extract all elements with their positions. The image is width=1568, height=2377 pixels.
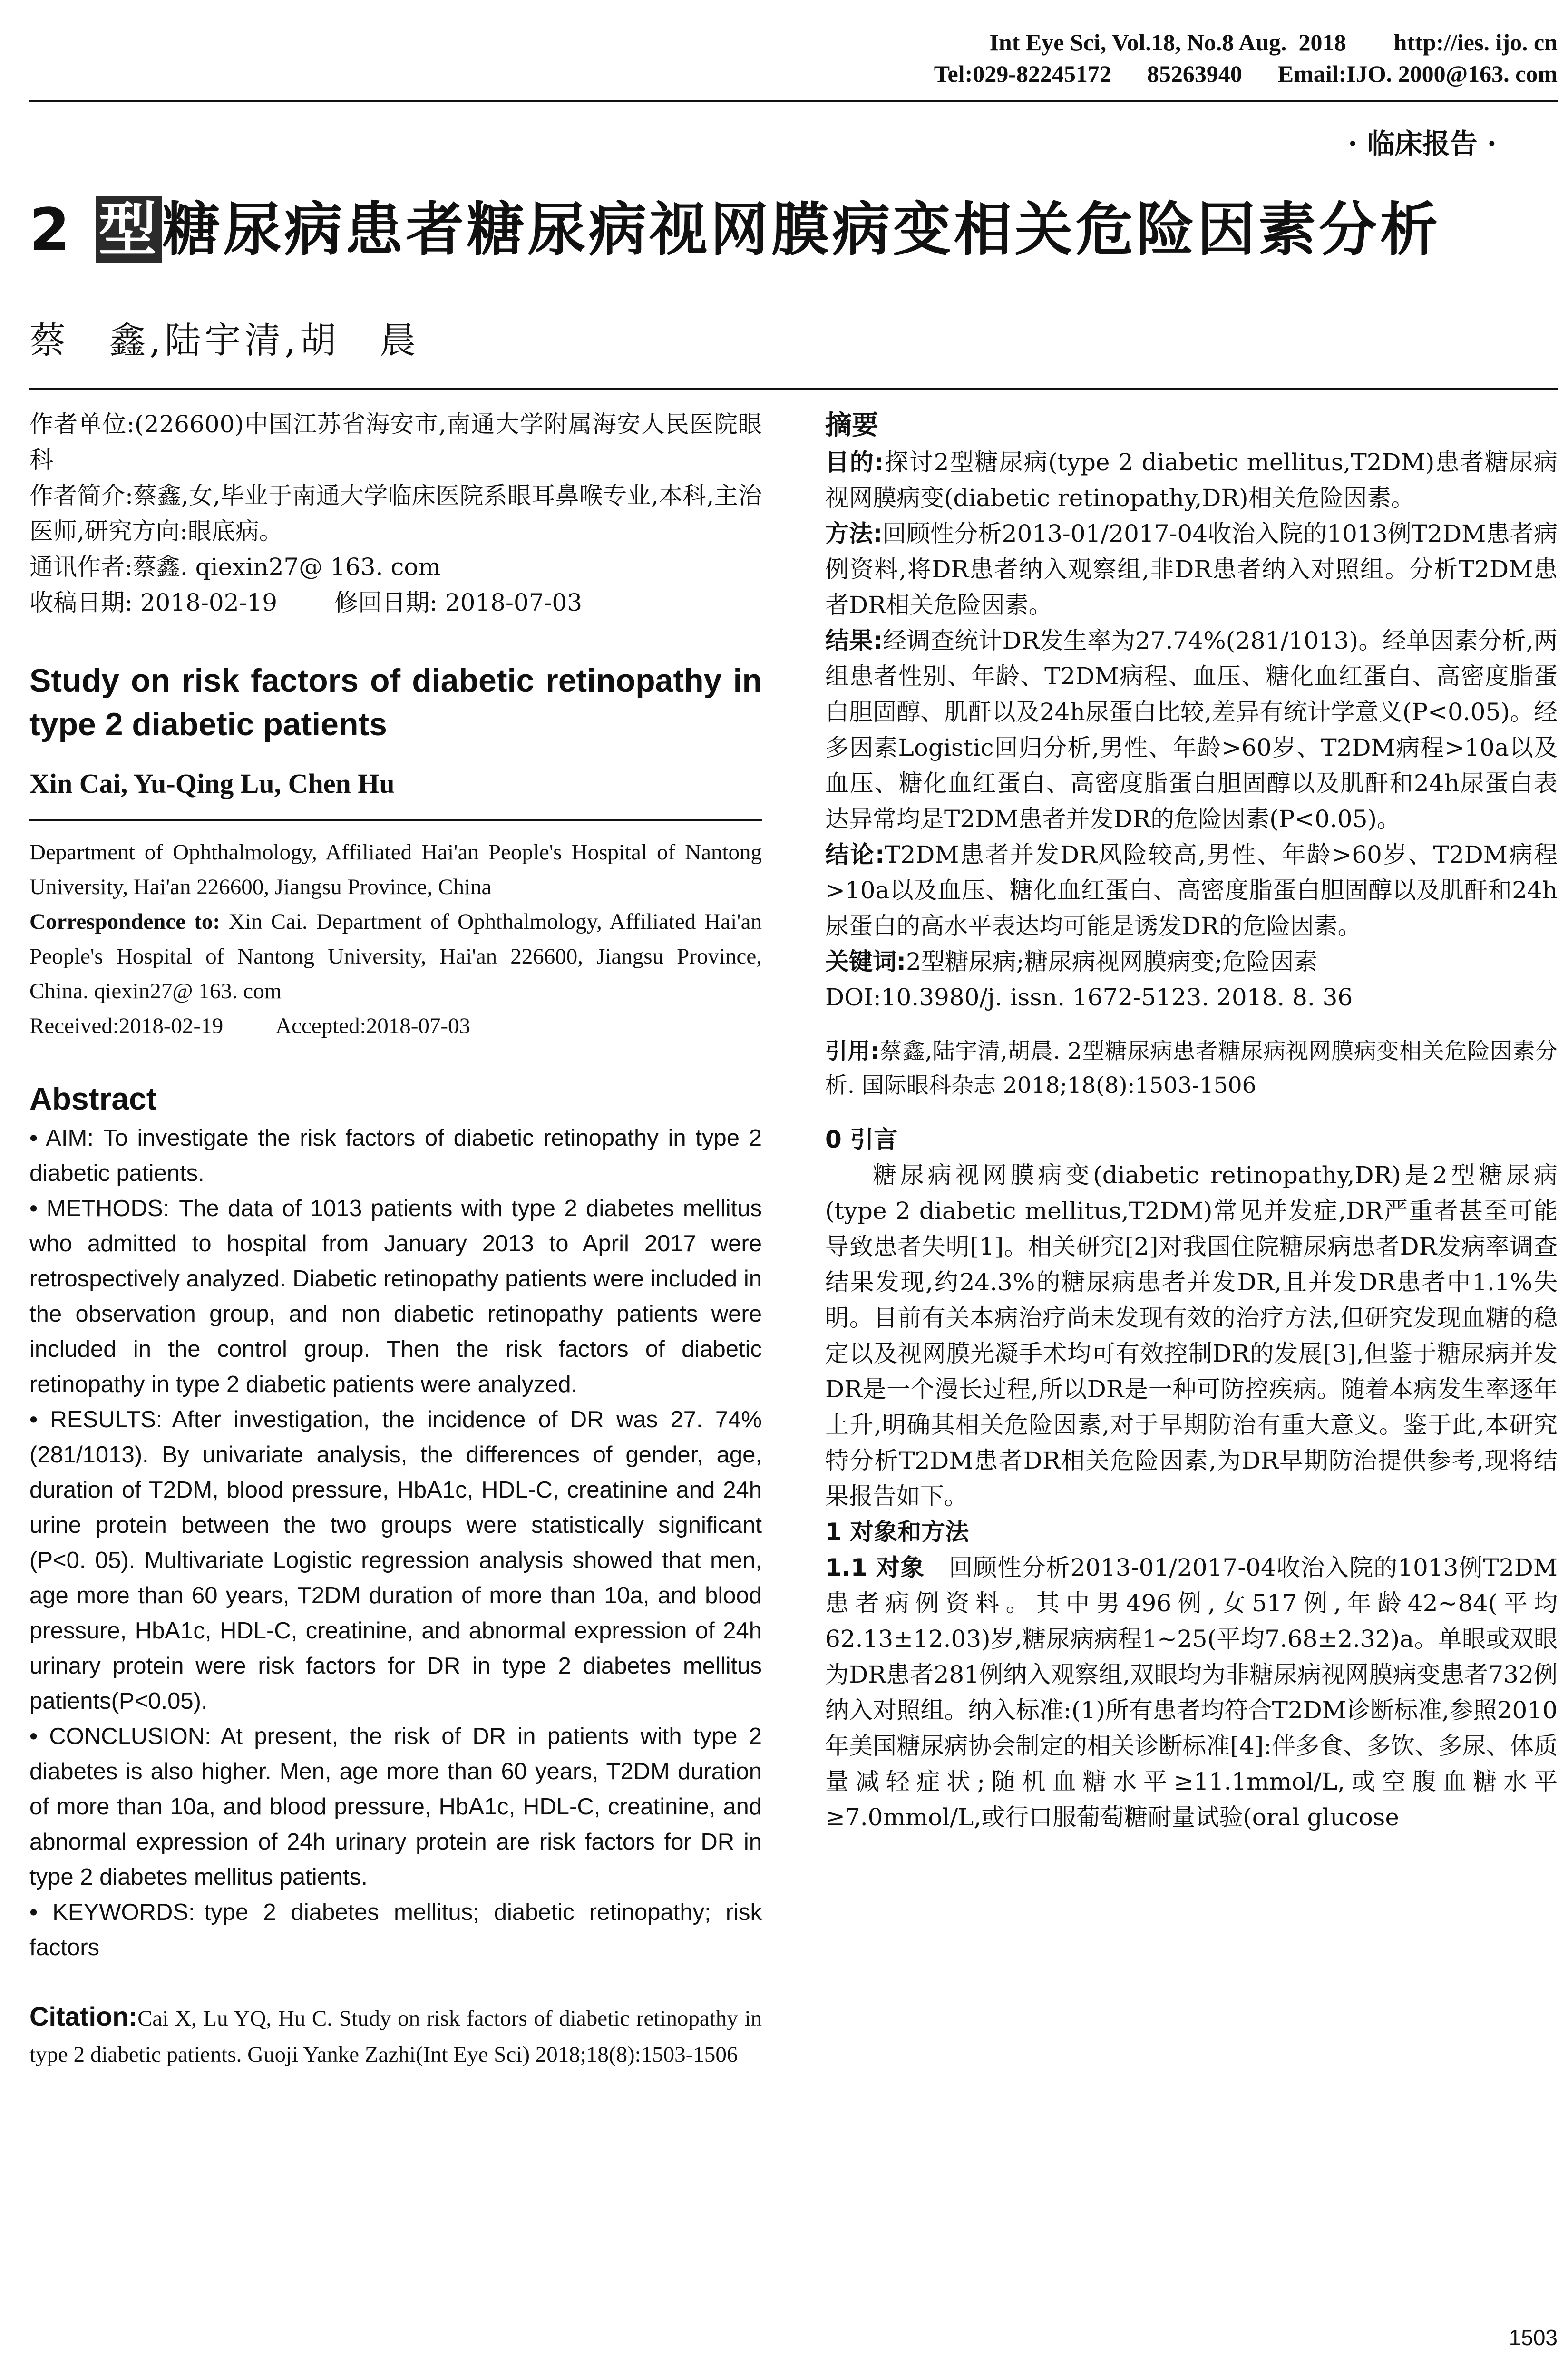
summary-keywords-label: 关键词: (825, 948, 906, 975)
abstract-results (29, 1402, 762, 1719)
article-title (29, 195, 1441, 264)
summary-cn (825, 445, 1558, 1015)
title-prefix: 2 (29, 196, 96, 263)
dates-en (29, 1009, 762, 1043)
summary-methods (825, 516, 1558, 623)
journal-info-line: Int Eye Sci, Vol.18, No.8 Aug. 2018 http://ies. ijo. cn (989, 29, 1558, 56)
citation-cn-label: 引用: (825, 1038, 880, 1064)
abstract-aim-label: • AIM: (29, 1125, 94, 1151)
journal-contact-line: Tel:029-82245172 85263940 Email:IJO. 2000@163. com (934, 60, 1558, 87)
citation-cn-text: 蔡鑫,陆宇清,胡晨. 2型糖尿病患者糖尿病视网膜病变相关危险因素分析. 国际眼科杂志 2018;18(8):1503-1506 (825, 1038, 1558, 1099)
doi: DOI:10.3980/j. issn. 1672-5123. 2018. 8. 36 (825, 984, 1353, 1011)
header-rule (29, 100, 1558, 102)
abstract-methods-text: The data of 1013 patients with type 2 diabetes mellitus who admitted to hospital from January 2013 to April 2017 were retrospectively analyzed. Diabetic retinopathy patients were included in the observation group, and non diabetic retinopathy patients were included in the control group. Then the risk factors of diabetic retinopathy in type 2 diabetic patients were analyzed. (29, 1196, 762, 1397)
citation-cn (825, 1034, 1558, 1103)
summary-aim (825, 445, 1558, 516)
summary-keywords-text: 2型糖尿病;糖尿病视网膜病变;危险因素 (906, 948, 1318, 975)
summary-heading-cn: 摘要 (825, 410, 878, 441)
english-title: Study on risk factors of diabetic retinopathy in type 2 diabetic patients (29, 662, 762, 742)
page-number: 1503 (1509, 2325, 1558, 2350)
introduction (825, 1122, 1558, 1835)
received-date-en: Received:2018-02-19 (29, 1013, 224, 1038)
corresponding-author-cn: 通讯作者:蔡鑫. qiexin27@ 163. com (29, 553, 441, 581)
title-highlight: 型 (96, 196, 162, 263)
author-info-cn (29, 407, 762, 621)
title-rest: 糖尿病患者糖尿病视网膜病变相关危险因素分析 (162, 196, 1441, 263)
received-date-cn: 收稿日期: 2018-02-19 (29, 589, 278, 616)
right-column (825, 407, 1558, 1835)
abstract-keywords-text: type 2 diabetes mellitus; diabetic retinopathy; risk factors (29, 1900, 762, 1960)
affiliation-en: Department of Ophthalmology, Affiliated Hai'an People's Hospital of Nantong University, Hai'an 226600, Jiangsu Province, China (29, 840, 762, 899)
abstract-results-label: • RESULTS: (29, 1407, 163, 1432)
summary-conclusion-label: 结论: (825, 841, 885, 868)
citation-en-label: Citation: (29, 2001, 138, 2031)
summary-methods-label: 方法: (825, 520, 883, 547)
summary-aim-label: 目的: (825, 448, 884, 476)
authors-rule (29, 819, 762, 821)
affiliation-block (29, 835, 762, 1043)
abstract-keywords (29, 1895, 762, 1965)
authors-chinese: 蔡 鑫,陆宇清,胡 晨 (29, 319, 420, 361)
intro-text: 糖尿病视网膜病变(diabetic retinopathy,DR)是2型糖尿病(type 2 diabetic mellitus,T2DM)常见并发症,DR严重者甚至可能导致患者失明[1]。相关研究[2]对我国住院糖尿病患者DR发病率调查结果发现,约24.3%的糖尿病患者并发DR,且并发DR患者中1.1%失明。目前有关本病治疗尚未发现有效的治疗方法,但研究发现血糖的稳定以及视网膜光凝手术均可有效控制DR的发展[3],但鉴于糖尿病并发DR是一个漫长过程,所以DR是一种可防控疾病。随着本病发生率逐年上升,明确其相关危险因素,对于早期防治有重大意义。鉴于此,本研究特分析T2DM患者DR相关危险因素,为DR早期防治提供参考,现将结果报告如下。 (825, 1161, 1558, 1510)
correspondence (29, 905, 762, 1009)
correspondence-text: Xin Cai. Department of Ophthalmology, Affiliated Hai'an People's Hospital of Nantong University, Hai'an 226600, Jiangsu Province, China. qiexin27@ 163. com (29, 909, 762, 1003)
author-bio-cn: 作者简介:蔡鑫,女,毕业于南通大学临床医院系眼耳鼻喉专业,本科,主治医师,研究方向:眼底病。 (29, 482, 762, 545)
section-label: · 临床报告 · (1348, 127, 1497, 160)
title-rule (29, 388, 1558, 390)
journal-header (29, 29, 1568, 101)
abstract-methods (29, 1191, 762, 1402)
methods-text: 回顾性分析2013-01/2017-04收治入院的1013例T2DM患者病例资料。其中男496例,女517例,年龄42~84(平均62.13±12.03)岁,糖尿病病程1~25(平均7.68±2.32)a。单眼或双眼为DR患者281例纳入观察组,双眼均为非糖尿病视网膜病变患者732例纳入对照组。纳入标准:(1)所有患者均符合T2DM诊断标准,参照2010年美国糖尿病协会制定的相关诊断标准[4]:伴多食、多饮、多尿、体质量减轻症状;随机血糖水平≥11.1mmol/L,或空腹血糖水平≥7.0mmol/L,或行口服葡萄糖耐量试验(oral glucose (825, 1554, 1558, 1831)
abstract-aim (29, 1120, 762, 1191)
revised-date-cn: 修回日期: 2018-07-03 (334, 589, 583, 616)
abstract-conclusion-text: At present, the risk of DR in patients with type 2 diabetes is also higher. Men, age more than 60 years, T2DM duration of more than 10a, and blood pressure, HbA1c, HDL-C, creatinine, and abnormal expression of 24h urinary protein are risk factors for DR in type 2 diabetes mellitus patients. (29, 1724, 762, 1890)
methods-paragraph (825, 1550, 1558, 1835)
methods-sub-label: 1.1 对象 (825, 1554, 925, 1581)
accepted-date-en: Accepted:2018-07-03 (275, 1013, 471, 1038)
citation-en-text: Cai X, Lu YQ, Hu C. Study on risk factors of diabetic retinopathy in type 2 diabetic patients. Guoji Yanke Zazhi(Int Eye Sci) 2018;18(8):1503-1506 (29, 2006, 762, 2067)
abstract-conclusion (29, 1719, 762, 1895)
left-column (29, 407, 762, 2073)
english-authors: Xin Cai, Yu-Qing Lu, Chen Hu (29, 768, 395, 799)
summary-results (825, 623, 1558, 837)
abstract-heading: Abstract (29, 1081, 157, 1116)
summary-aim-text: 探讨2型糖尿病(type 2 diabetic mellitus,T2DM)患者糖尿病视网膜病变(diabetic retinopathy,DR)相关危险因素。 (825, 448, 1558, 512)
abstract-methods-label: • METHODS: (29, 1196, 170, 1221)
correspondence-label: Correspondence to: (29, 909, 221, 934)
abstract-conclusion-label: • CONCLUSION: (29, 1724, 211, 1749)
abstract-results-text: After investigation, the incidence of DR was 27. 74% (281/1013). By univariate analysis, the differences of gender, age, duration of T2DM, blood pressure, HbA1c, HDL-C, creatinine and 24h urine protein between the two groups were statistically significant (P<0. 05). Multivariate Logistic regression analysis showed that men, age more than 60 years, T2DM duration of more than 10a, and blood pressure, HbA1c, HDL-C, creatinine, and abnormal expression of 24h urinary protein were risk factors for DR in type 2 diabetes mellitus patients(P<0.05). (29, 1407, 762, 1714)
methods-heading: 1 对象和方法 (825, 1518, 969, 1546)
abstract-aim-text: To investigate the risk factors of diabetic retinopathy in type 2 diabetic patients. (29, 1125, 762, 1186)
citation-en (29, 1998, 762, 2073)
summary-conclusion-text: T2DM患者并发DR风险较高,男性、年龄>60岁、T2DM病程>10a以及血压、糖化血红蛋白、高密度脂蛋白胆固醇以及肌酐和24h尿蛋白的高水平表达均可能是诱发DR的危险因素。 (825, 841, 1558, 940)
abstract-en (29, 1120, 762, 1965)
summary-methods-text: 回顾性分析2013-01/2017-04收治入院的1013例T2DM患者病例资料,将DR患者纳入观察组,非DR患者纳入对照组。分析T2DM患者DR相关危险因素。 (825, 520, 1558, 619)
summary-results-label: 结果: (825, 627, 883, 654)
summary-results-text: 经调查统计DR发生率为27.74%(281/1013)。经单因素分析,两组患者性别、年龄、T2DM病程、血压、糖化血红蛋白、高密度脂蛋白胆固醇、肌酐以及24h尿蛋白比较,差异有统计学意义(P<0.05)。经多因素Logistic回归分析,男性、年龄>60岁、T2DM病程>10a以及血压、糖化血红蛋白、高密度脂蛋白胆固醇以及肌酐和24h尿蛋白表达异常均是T2DM患者并发DR的危险因素(P<0.05)。 (825, 627, 1558, 833)
dates-cn (29, 585, 762, 621)
author-affiliation-cn: 作者单位:(226600)中国江苏省海安市,南通大学附属海安人民医院眼科 (29, 410, 762, 474)
abstract-keywords-label: • KEYWORDS: (29, 1900, 195, 1925)
summary-keywords (825, 944, 1558, 980)
intro-heading: 0 引言 (825, 1126, 898, 1153)
summary-conclusion (825, 837, 1558, 944)
